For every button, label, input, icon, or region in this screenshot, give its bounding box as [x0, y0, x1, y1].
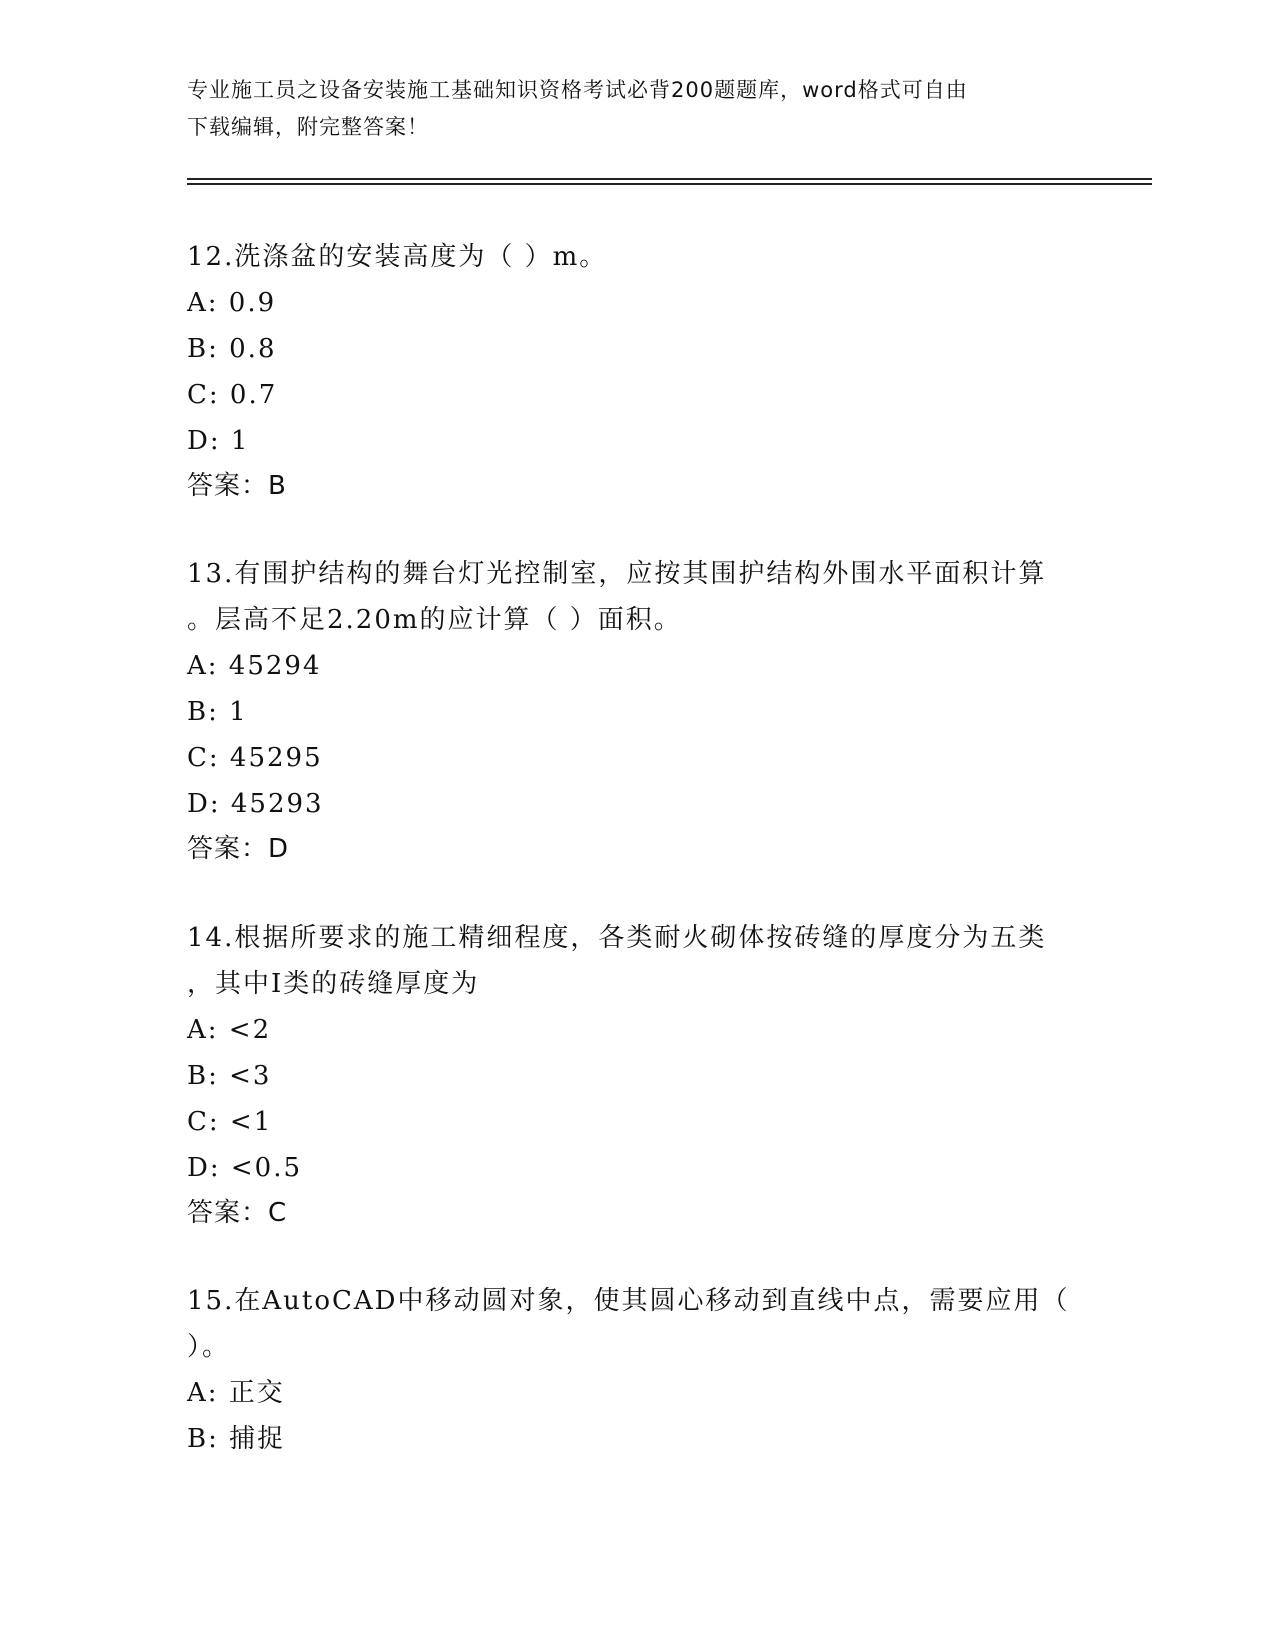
- option-c: C: 45295: [187, 743, 323, 773]
- question-text: 12.洗涤盆的安装高度为（ ）m。: [187, 242, 608, 272]
- question-15: [187, 1278, 1087, 1462]
- question-14: [187, 915, 1087, 1235]
- document-header: [187, 72, 1067, 146]
- option-a: A: 0.9: [187, 288, 277, 318]
- answer: 答案：B: [187, 471, 287, 501]
- option-d: D: 1: [187, 426, 250, 456]
- option-d: D: 45293: [187, 789, 324, 819]
- question-13: [187, 551, 1087, 871]
- option-b: B: 捕捉: [187, 1424, 286, 1454]
- question-text-line-2: ）。: [187, 1332, 231, 1362]
- answer: 答案：D: [187, 834, 290, 864]
- question-text-line-1: 13.有围护结构的舞台灯光控制室，应按其围护结构外围水平面积计算: [187, 559, 1047, 589]
- question-text-line-1: 15.在AutoCAD中移动圆对象，使其圆心移动到直线中点，需要应用（: [187, 1286, 1070, 1316]
- header-divider-top: [187, 178, 1152, 180]
- option-c: C: <1: [187, 1107, 273, 1137]
- question-text-line-2: 。层高不足2.20m的应计算（ ）面积。: [187, 605, 682, 635]
- question-text-line-1: 14.根据所要求的施工精细程度，各类耐火砌体按砖缝的厚度分为五类: [187, 923, 1047, 953]
- option-b: B: 1: [187, 697, 248, 727]
- option-b: B: <3: [187, 1061, 272, 1091]
- header-line-2: 下载编辑，附完整答案！: [187, 115, 429, 139]
- option-a: A: 正交: [187, 1378, 285, 1408]
- option-a: A: 45294: [187, 651, 322, 681]
- option-b: B: 0.8: [187, 334, 277, 364]
- answer: 答案：C: [187, 1198, 288, 1228]
- option-c: C: 0.7: [187, 380, 278, 410]
- question-text-line-2: ，其中I类的砖缝厚度为: [187, 969, 480, 999]
- question-12: [187, 234, 1087, 508]
- option-a: A: <2: [187, 1015, 272, 1045]
- header-divider-bottom: [187, 183, 1152, 185]
- option-d: D: <0.5: [187, 1153, 303, 1183]
- header-line-1: 专业施工员之设备安装施工基础知识资格考试必背200题题库，word格式可自由: [187, 78, 968, 102]
